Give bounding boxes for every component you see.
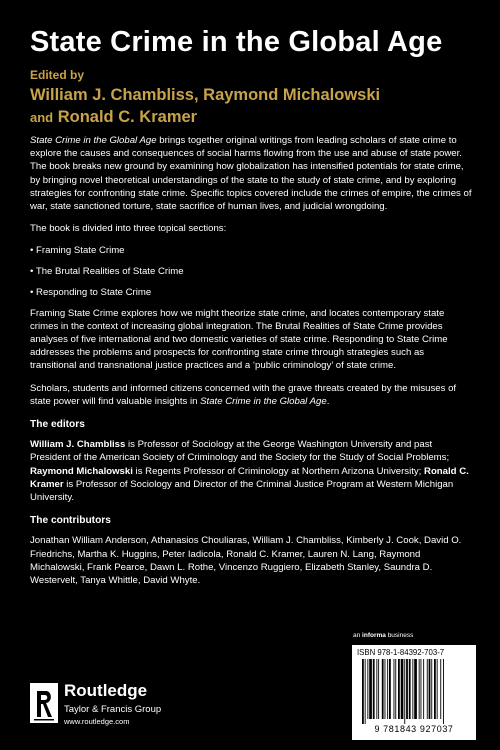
contributors-list: Jonathan William Anderson, Athanasios Chouliaras, William J. Chambliss, Kimberly J. Cook, David O. Friedrichs, Martha K. Huggins, Peter Iadicola, Ronald C. Kramer, Lauren N. Lang, Raymond Michalowski, Frank Pearce, Dawn L. Rothe, Vincenzo Ruggiero, Elizabeth Stanley, Saundra D. Westervelt, Tanya Whittle, David Whyte. xyxy=(30,535,462,586)
informa-post: business xyxy=(385,632,414,639)
editors-line-2-name: Ronald C. Kramer xyxy=(57,108,198,126)
routledge-logo-icon xyxy=(30,683,58,723)
intro-italic-title: State Crime in the Global Age xyxy=(30,135,157,146)
informa-pre: an xyxy=(353,632,363,639)
section-item-2: • The Brutal Realities of State Crime xyxy=(30,266,184,278)
contributors-heading: The contributors xyxy=(30,515,111,527)
isbn-text: ISBN 978-1-84392-703-7 xyxy=(357,648,445,657)
section-item-3: • Responding to State Crime xyxy=(30,286,152,298)
editors-bio xyxy=(30,438,472,504)
editor-name-3: Ronald C. Kramer xyxy=(30,465,469,490)
editors-heading: The editors xyxy=(30,418,85,430)
editors-line-2 xyxy=(30,108,197,127)
editor-bio-3: is Professor of Sociology and Director of the Criminal Justice Program at Western Michigan University. xyxy=(30,478,454,503)
editor-name-1: William J. Chambliss xyxy=(30,439,126,451)
edited-by-label: Edited by xyxy=(30,68,85,82)
audience-italic-title: State Crime in the Global Age xyxy=(200,395,327,407)
barcode-panel xyxy=(352,645,476,740)
section-item-1: • Framing State Crime xyxy=(30,245,125,257)
audience-text: Scholars, students and informed citizens concerned with the grave threats created by the misuses of state power will find valuable insights in xyxy=(30,382,457,407)
editor-bio-1: is Professor of Sociology at the George Washington University and past President of the American Society of Criminology and the Society for the Study of Social Problems; xyxy=(30,439,450,464)
intro-paragraph xyxy=(30,134,472,213)
publisher-url: www.routledge.com xyxy=(64,717,130,726)
back-cover-text xyxy=(30,134,472,596)
publisher-block xyxy=(30,683,230,733)
editors-and: and xyxy=(30,110,54,125)
audience-end: . xyxy=(326,395,330,407)
barcode-number: 9 781843 927037 xyxy=(374,724,454,734)
publisher-group: Taylor & Francis Group xyxy=(64,704,162,715)
sections-description: Framing State Crime explores how we might theorize state crime, and locates contemporary state crimes in the context of increasing global integration. The Brutal Realities of State Crime provides analyses of five international and two domestic varieties of state crime. Responding to State Crime addresses the problems and prospects for confronting state crime through strategies such as transitional and transnational justice practices and a ‘public criminology’ of state crime. xyxy=(30,307,448,372)
publisher-name: Routledge xyxy=(64,681,148,700)
editors-line-1: William J. Chambliss, Raymond Michalowski xyxy=(30,86,381,104)
editor-name-2: Raymond Michalowski xyxy=(30,465,133,477)
barcode-icon xyxy=(362,659,470,724)
informa-brand: informa xyxy=(362,632,386,639)
editor-bio-2: is Regents Professor of Criminology at Northern Arizona University; xyxy=(132,465,425,477)
book-title: State Crime in the Global Age xyxy=(30,26,443,58)
intro-text: brings together original writings from leading scholars of state crime to explore the causes and consequences of social harms flowing from the use and abuse of state power. The book breaks new ground by examining how globalization has intensified potentials for state crime, by bringing novel theoretical understandings of the state to the study of state crime, and by exploring strategies for confronting state crime. Specific topics covered include the crimes of empire, the crimes of war, state sanctioned torture, state sacrifice of human lives, and judicial wrongdoing. xyxy=(30,135,472,213)
sections-intro: The book is divided into three topical sections: xyxy=(30,223,227,235)
audience-paragraph xyxy=(30,382,472,408)
informa-tagline xyxy=(353,632,413,639)
